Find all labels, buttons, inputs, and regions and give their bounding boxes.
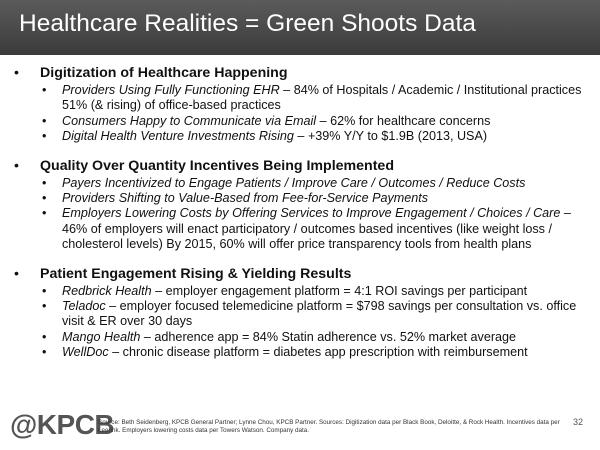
kpcb-logo: @KPCB	[10, 409, 115, 440]
section-heading	[14, 265, 594, 283]
item-emphasis: Providers Shifting to Value-Based from Fee-for-Service Payments	[62, 191, 429, 206]
bullet-list	[14, 176, 594, 253]
item-text: – 46% of employers will enact participatory / outcomes based incentives (like weight loss / cholesterol levels) By 2015, 60% will offer price transparency tools from health plans	[62, 206, 571, 252]
title-bar	[0, 0, 600, 55]
bullet-list	[14, 83, 594, 145]
slide-title: Healthcare Realities = Green Shoots Data	[19, 10, 476, 37]
section-engagement	[14, 265, 594, 361]
section-heading	[14, 64, 594, 82]
item-emphasis: Providers Using Fully Functioning EHR	[62, 83, 280, 97]
item-text: – 62% for healthcare concerns	[316, 113, 491, 128]
bullet-icon: •	[14, 65, 19, 81]
bullet-icon: •	[14, 265, 19, 282]
list-item	[14, 330, 594, 345]
section-digitization	[14, 64, 594, 145]
list-item	[14, 83, 594, 114]
section-heading-text: Quality Over Quantity Incentives Being Implemented	[40, 157, 394, 174]
bullet-icon: •	[14, 157, 19, 174]
section-heading	[14, 157, 594, 175]
slide-footer	[0, 400, 600, 450]
item-emphasis: Payers Incentivized to Engage Patients / Improve Care / Outcomes / Reduce Costs	[62, 175, 526, 190]
item-emphasis: Redbrick Health	[62, 283, 152, 298]
bullet-list	[14, 284, 594, 361]
item-emphasis: Consumers Happy to Communicate via Email	[62, 113, 317, 128]
bullet-icon: •	[42, 175, 47, 190]
list-item	[14, 176, 594, 191]
item-emphasis: Employers Lowering Costs by Offering Services to Improve Engagement / Choices / Care	[62, 206, 561, 221]
item-text: – employer engagement platform = 4:1 ROI savings per participant	[151, 283, 528, 298]
bullet-icon: •	[42, 129, 47, 144]
item-emphasis: Teladoc	[62, 299, 106, 314]
item-text: – 84% of Hospitals / Academic / Institutional practices 51% (& rising) of office-based practices	[62, 83, 582, 113]
bullet-icon: •	[42, 299, 47, 314]
bullet-icon: •	[42, 283, 47, 298]
source-note: Source: Beth Seidenberg, KPCB General Partner; Lynne Chou, KPCB Partner. Sources: Digitization data per Black Book, Deloitte, & Rock Health. Incentives data per Leerink. Employers lowering costs data per Towers Watson. Company data.	[98, 419, 560, 434]
list-item	[14, 345, 594, 360]
list-item	[14, 284, 594, 299]
list-item	[14, 129, 594, 144]
bullet-icon: •	[42, 191, 47, 206]
item-text: – chronic disease platform = diabetes app prescription with reimbursement	[108, 345, 528, 360]
bullet-icon: •	[42, 113, 47, 128]
bullet-icon: •	[42, 329, 47, 344]
bullet-icon: •	[42, 345, 47, 360]
item-text: – employer focused telemedicine platform = $798 savings per consultation vs. office visit & ER over 30 days	[62, 299, 577, 329]
slide-content	[14, 64, 594, 373]
item-emphasis: Mango Health	[62, 329, 141, 344]
list-item	[14, 191, 594, 206]
bullet-icon: •	[42, 83, 47, 97]
list-item	[14, 114, 594, 129]
item-emphasis: Digital Health Venture Investments Rising	[62, 129, 294, 144]
item-text: – adherence app = 84% Statin adherence vs. 52% market average	[140, 329, 517, 344]
section-incentives	[14, 157, 594, 253]
item-emphasis: WellDoc	[62, 345, 109, 360]
item-text: – +39% Y/Y to $1.9B (2013, USA)	[293, 129, 488, 144]
section-heading-text: Patient Engagement Rising & Yielding Results	[40, 265, 352, 282]
bullet-icon: •	[42, 206, 47, 221]
list-item	[14, 299, 594, 330]
list-item	[14, 206, 594, 252]
section-heading-text: Digitization of Healthcare Happening	[40, 65, 288, 81]
page-number: 32	[573, 417, 584, 427]
